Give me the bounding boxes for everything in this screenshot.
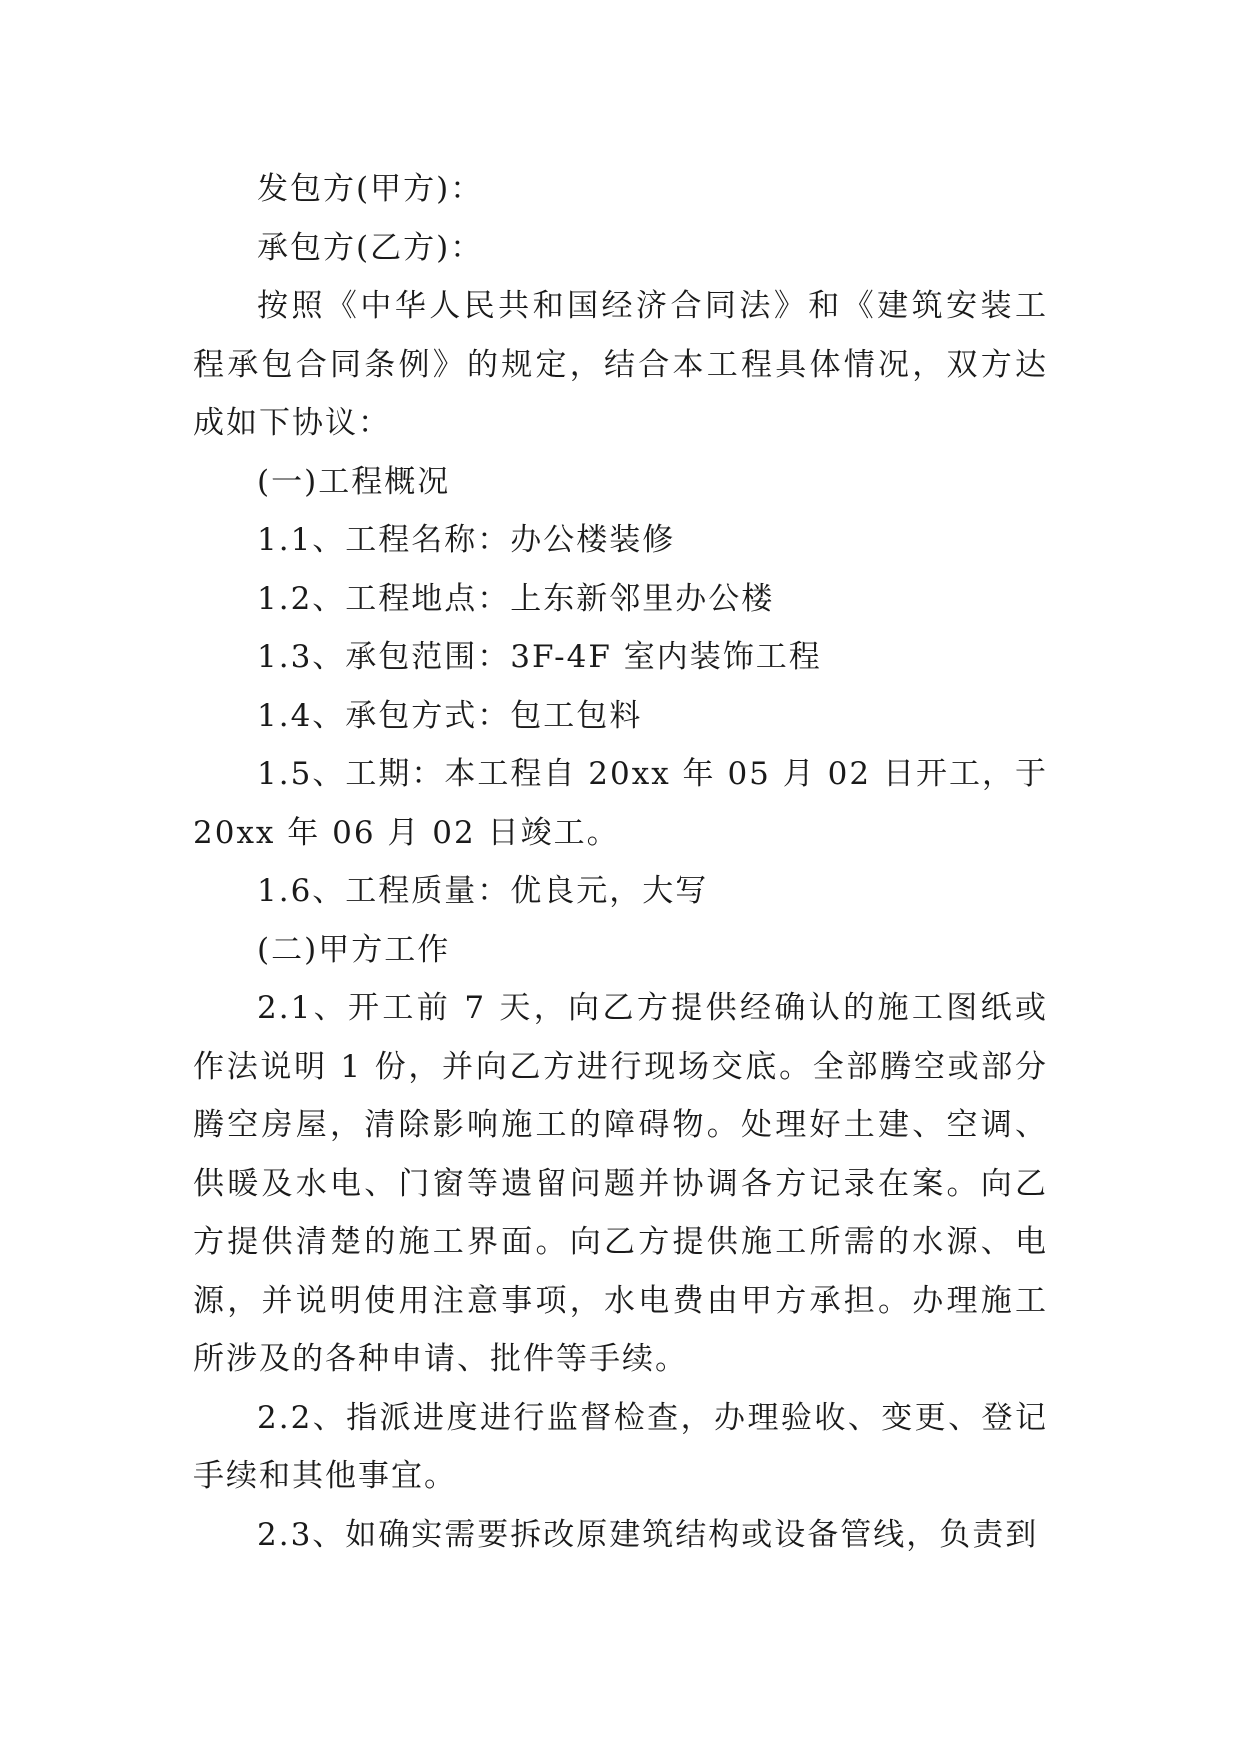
party-a-line: 发包方(甲方)： xyxy=(257,171,484,207)
clause-1-3: 1.3、承包范围：3F-4F 室内装饰工程 xyxy=(257,639,822,675)
clause-1-1: 1.1、工程名称：办公楼装修 xyxy=(257,522,676,558)
clause-2-2: 2.2、指派进度进行监督检查，办理验收、变更、登记手续和其他事宜。 xyxy=(193,1399,1048,1494)
preamble-paragraph: 按照《中华人民共和国经济合同法》和《建筑安装工程承包合同条例》的规定，结合本工程具体情况，双方达成如下协议： xyxy=(193,288,1048,441)
section-heading-project-overview: (一)工程概况 xyxy=(257,463,451,500)
clause-1-5: 1.5、工期：本工程自 20xx 年 05 月 02 日开工，于 20xx 年 06 月 02 日竣工。 xyxy=(193,756,1048,851)
clause-1-2: 1.2、工程地点：上东新邻里办公楼 xyxy=(257,580,775,617)
clause-1-6: 1.6、工程质量：优良元，大写 xyxy=(257,873,709,909)
document-body xyxy=(193,160,1048,1564)
clause-2-1: 2.1、开工前 7 天，向乙方提供经确认的施工图纸或作法说明 1 份，并向乙方进行现场交底。全部腾空或部分腾空房屋，清除影响施工的障碍物。处理好土建、空调、供暖及水电、门窗等遗留问题并协调各方记录在案。向乙方提供清楚的施工界面。向乙方提供施工所需的水源、电源，并说明使用注意事项，水电费由甲方承担。办理施工所涉及的各种申请、批件等手续。 xyxy=(193,990,1048,1377)
party-b-line: 承包方(乙方)： xyxy=(257,229,484,266)
section-heading-party-a-work: (二)甲方工作 xyxy=(257,931,451,968)
clause-1-4: 1.4、承包方式：包工包料 xyxy=(257,697,643,734)
clause-2-3: 2.3、如确实需要拆改原建筑结构或设备管线，负责到 xyxy=(257,1516,1039,1553)
